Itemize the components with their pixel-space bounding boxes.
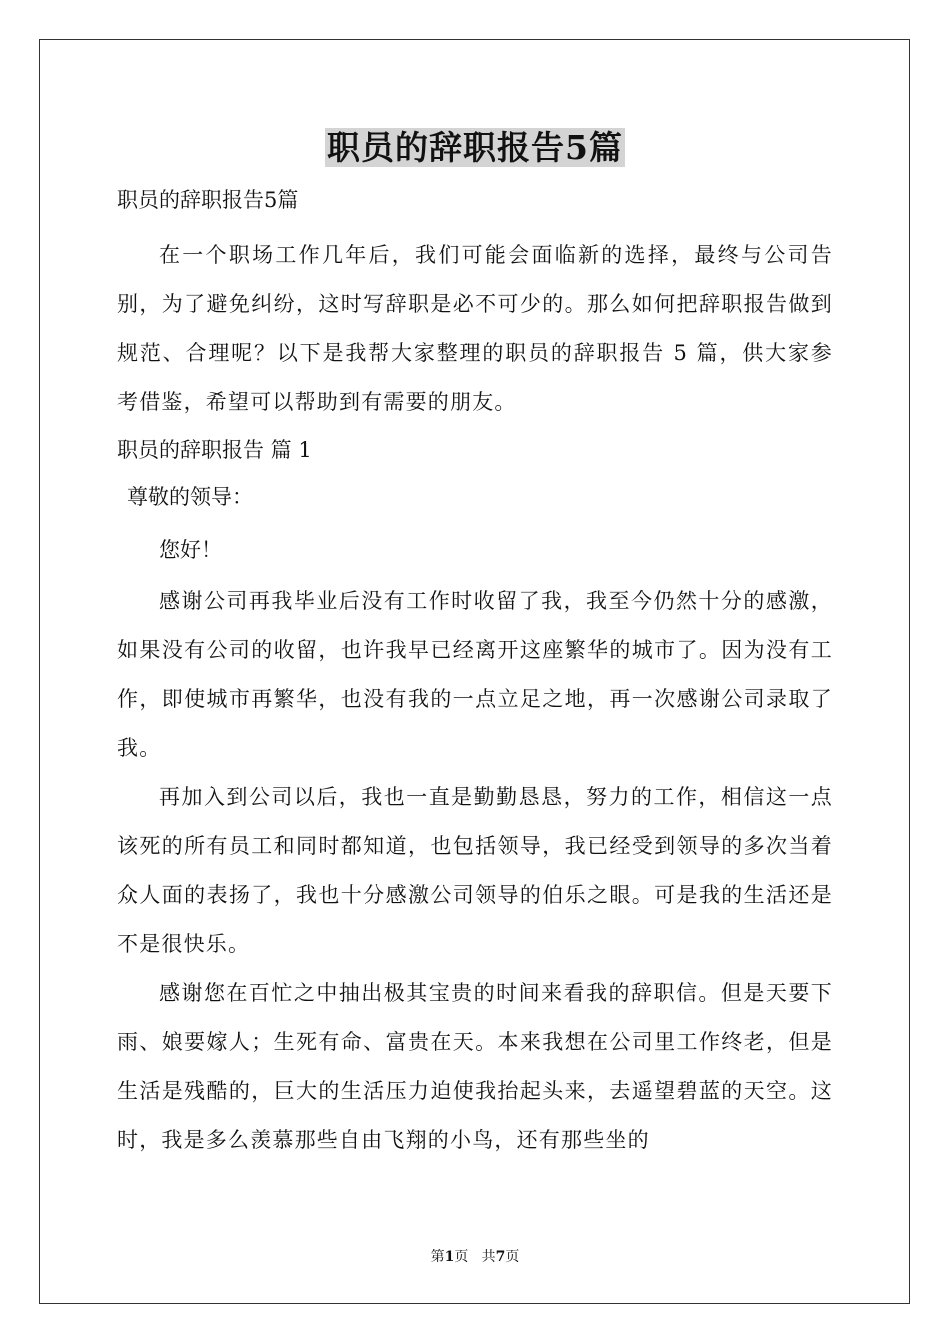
greeting: 您好！: [159, 538, 222, 562]
document-subtitle: 职员的辞职报告5篇: [117, 188, 299, 212]
body-paragraph-2: 再加入到公司以后，我也一直是勤勤恳恳，努力的工作，相信这一点该死的所有员工和同时都知道，也包括领导，我已经受到领导的多次当着众人面的表扬了，我也十分感激公司领导的伯乐之眼。可是我的生活还是不是很快乐。: [117, 785, 833, 956]
footer-total-pages: 7: [495, 1249, 506, 1265]
footer-total-suffix: 页: [505, 1249, 520, 1265]
footer-page-number: 1: [444, 1249, 455, 1265]
footer-page-suffix: 页: [454, 1249, 469, 1265]
page-footer: [0, 1247, 950, 1267]
document-title-text: 职员的辞职报告5篇: [327, 128, 623, 167]
footer-prefix: 第: [430, 1249, 445, 1265]
document-title: [0, 126, 950, 170]
footer-total-prefix: 共: [481, 1249, 496, 1265]
body-paragraph-3: 感谢您在百忙之中抽出极其宝贵的时间来看我的辞职信。但是天要下雨、娘要嫁人；生死有命、富贵在天。本来我想在公司里工作终老，但是生活是残酷的，巨大的生活压力迫使我抬起头来，去遥望碧蓝的天空。这时，我是多么羡慕那些自由飞翔的小鸟，还有那些坐的: [117, 981, 833, 1152]
intro-paragraph: 在一个职场工作几年后，我们可能会面临新的选择，最终与公司告别，为了避免纠纷，这时写辞职是必不可少的。那么如何把辞职报告做到规范、合理呢？以下是我帮大家整理的职员的辞职报告 5 篇，供大家参考借鉴，希望可以帮助到有需要的朋友。: [117, 243, 833, 414]
document-body: [117, 181, 833, 1165]
salutation: 尊敬的领导：: [127, 485, 253, 509]
section-heading: 职员的辞职报告 篇 1: [117, 438, 312, 462]
body-paragraph-1: 感谢公司再我毕业后没有工作时收留了我，我至今仍然十分的感激，如果没有公司的收留，也许我早已经离开这座繁华的城市了。因为没有工作，即使城市再繁华，也没有我的一点立足之地，再一次感谢公司录取了我。: [117, 589, 833, 760]
